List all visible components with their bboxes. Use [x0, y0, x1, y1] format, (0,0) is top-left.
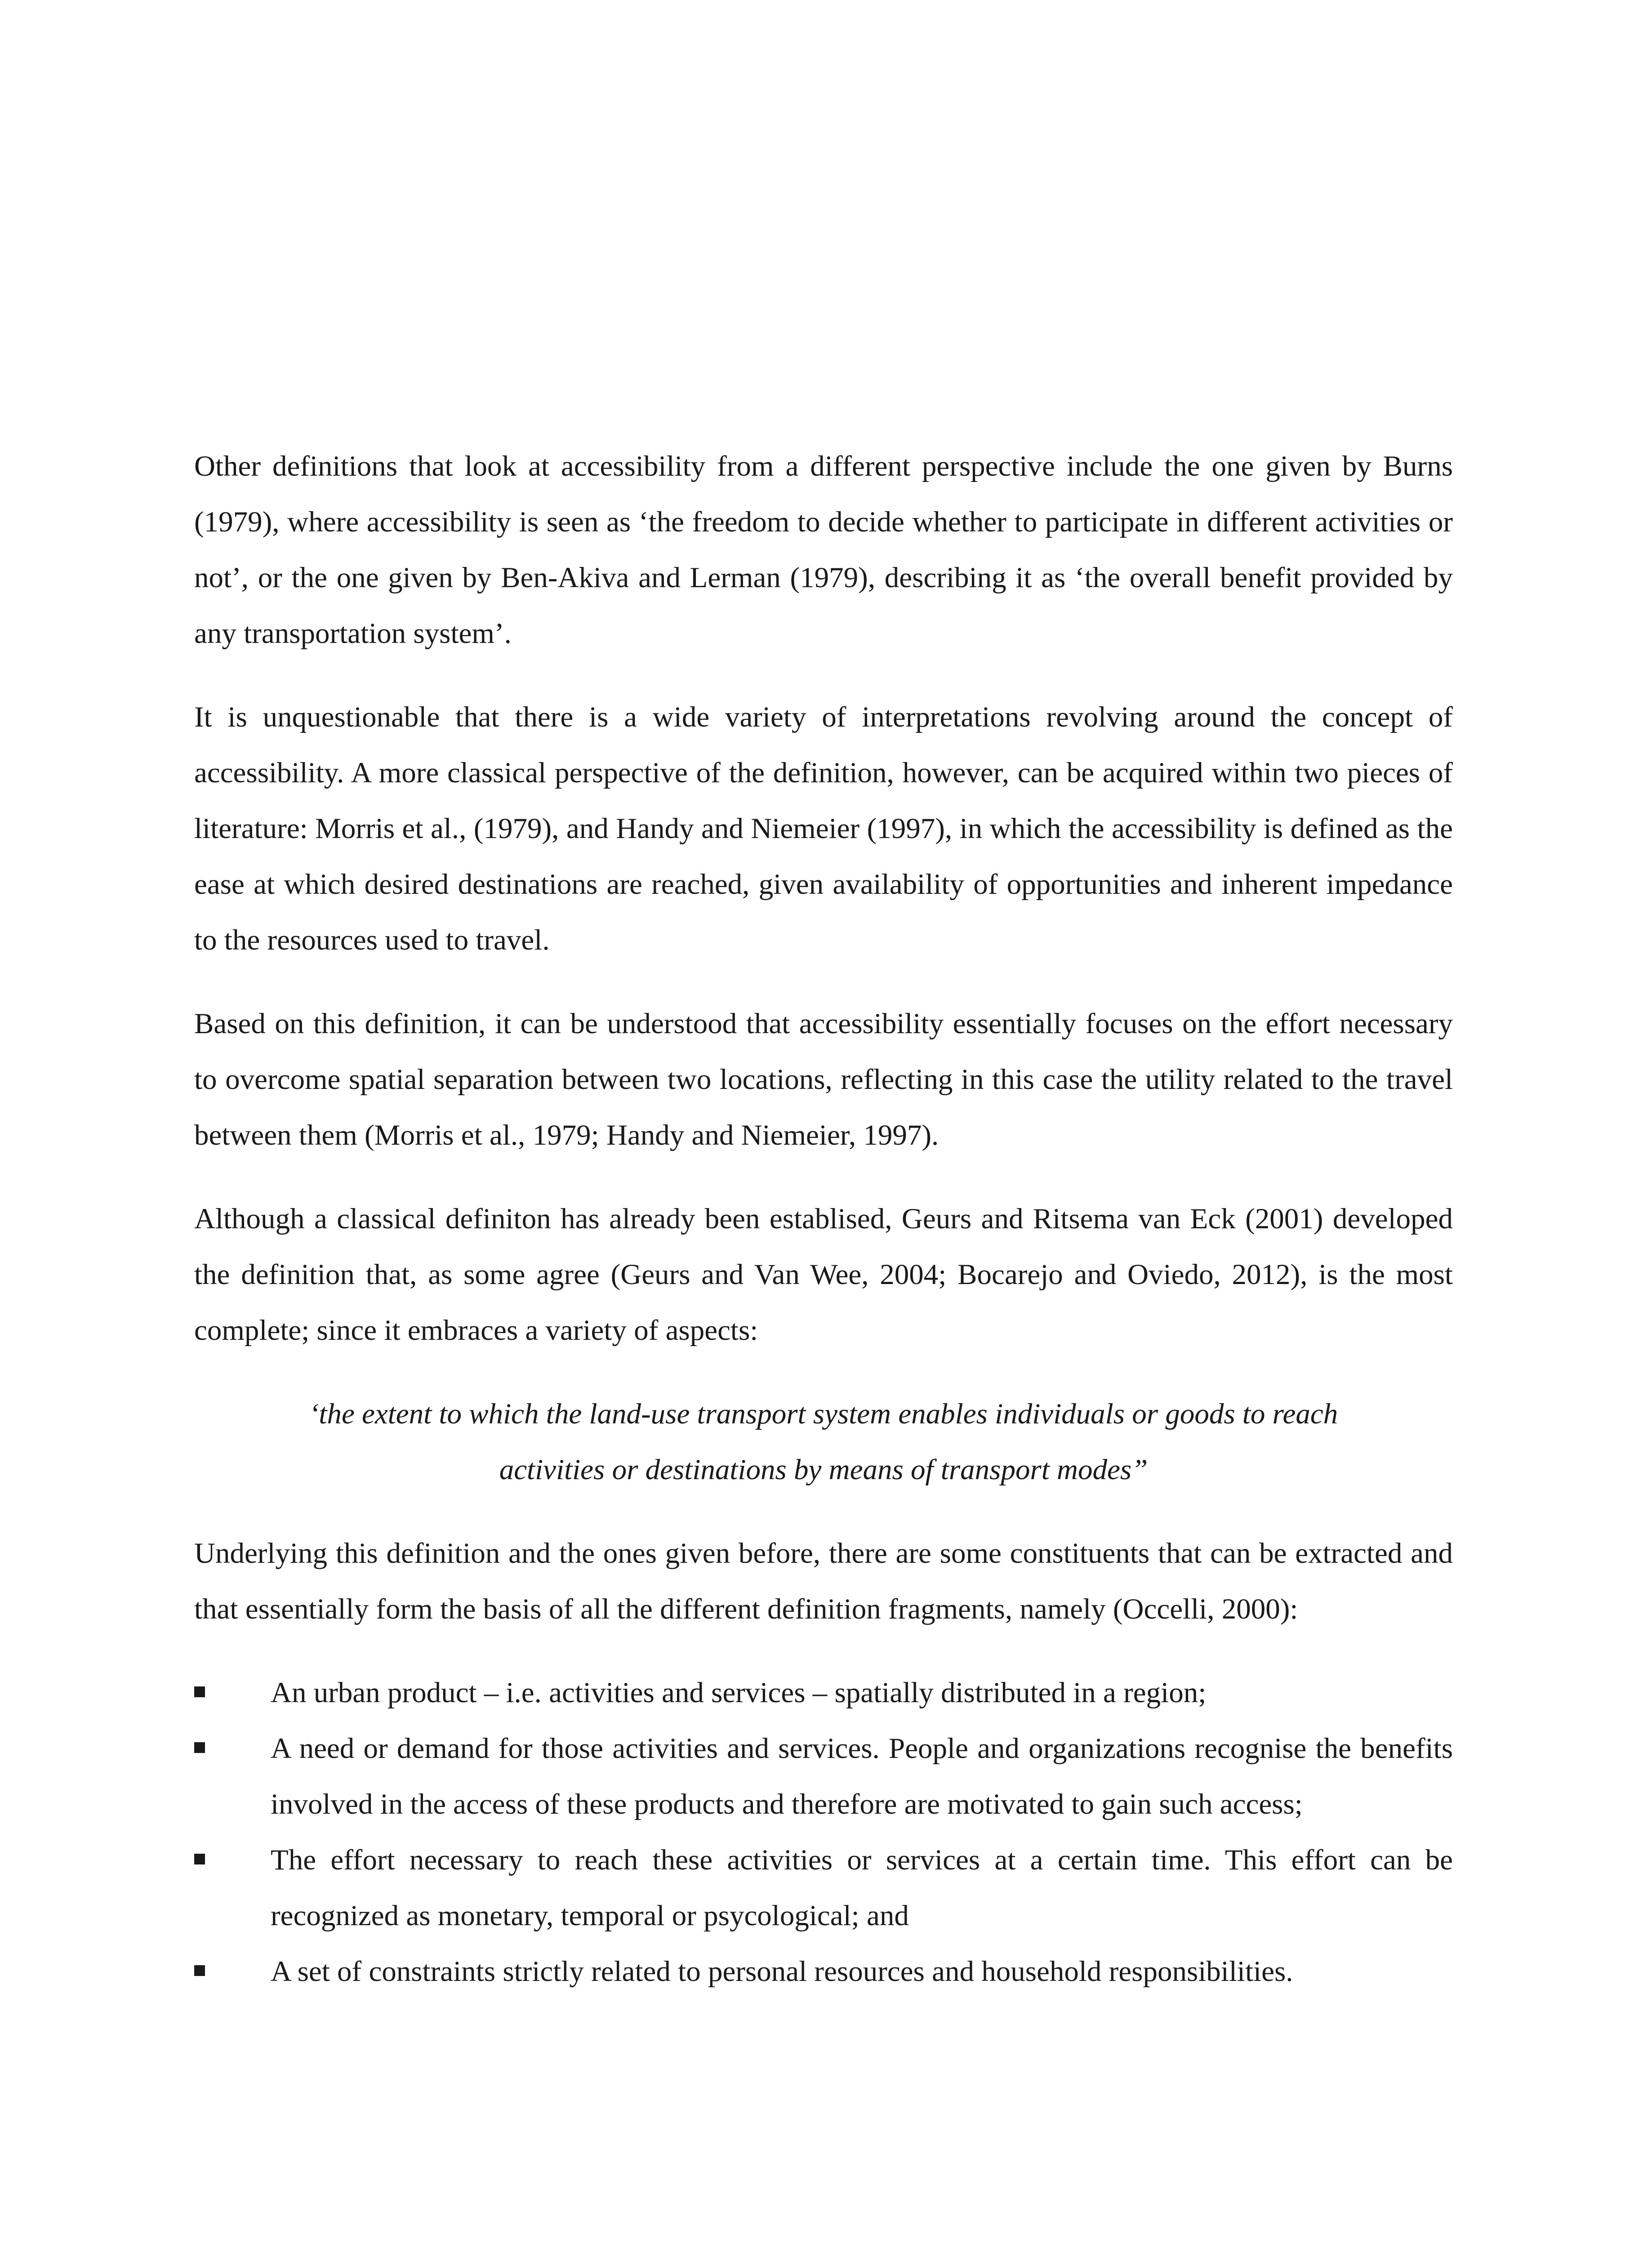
list-item-text: The effort necessary to reach these activities or services at a certain time. This effort can be recognized as monetary, temporal or psycological; and: [271, 1844, 1453, 1932]
list-item-text: A set of constraints strictly related to personal resources and household responsibilities.: [271, 1955, 1293, 1988]
square-bullet-icon: [194, 1686, 205, 1697]
list-item-text: An urban product – i.e. activities and services – spatially distributed in a region;: [271, 1677, 1207, 1709]
definition-quote: ‘the extent to which the land-use transport system enables individuals or goods to reach activities or destinations by means of transport modes”: [309, 1398, 1338, 1486]
paragraph-constituents: Underlying this definition and the ones given before, there are some constituents that can be extracted and that essentially form the basis of all the different definition fragments, namely (Occelli, 2000):: [194, 1537, 1453, 1625]
list-item-text: A need or demand for those activities and services. People and organizations recognise the benefits involved in the access of these products and therefore are motivated to gain such access;: [271, 1732, 1453, 1820]
square-bullet-icon: [194, 1965, 205, 1976]
page-body: [194, 438, 1453, 1999]
square-bullet-icon: [194, 1854, 205, 1864]
paragraph-classical-perspective: It is unquestionable that there is a wide variety of interpretations revolving around the concept of accessibility. A more classical perspective of the definition, however, can be acquired within two pieces of literature: Morris et al., (1979), and Handy and Niemeier (1997), in which the accessibility is defined as the ease at which desired destinations are reached, given availability of opportunities and inherent impedance to the resources used to travel.: [194, 701, 1453, 956]
list-item: [194, 1665, 1453, 1721]
constituents-list: [194, 1665, 1453, 1999]
paragraph-spatial-separation: Based on this definition, it can be understood that accessibility essentially focuses on the effort necessary to overcome spatial separation between two locations, reflecting in this case the utility related to the travel between them (Morris et al., 1979; Handy and Niemeier, 1997).: [194, 1008, 1453, 1151]
paragraph-burns-benakiva: Other definitions that look at accessibility from a different perspective include the one given by Burns (1979), where accessibility is seen as ‘the freedom to decide whether to participate in different activities or not’, or the one given by Ben-Akiva and Lerman (1979), describing it as ‘the overall benefit provided by any transportation system’.: [194, 450, 1453, 650]
list-item: [194, 1832, 1453, 1944]
square-bullet-icon: [194, 1742, 205, 1753]
paragraph-geurs-definition: Although a classical definiton has already been establised, Geurs and Ritsema van Eck (2001) developed the definition that, as some agree (Geurs and Van Wee, 2004; Bocarejo and Oviedo, 2012), is the most complete; since it embraces a variety of aspects:: [194, 1203, 1453, 1347]
list-item: [194, 1721, 1453, 1832]
list-item: [194, 1944, 1453, 1999]
